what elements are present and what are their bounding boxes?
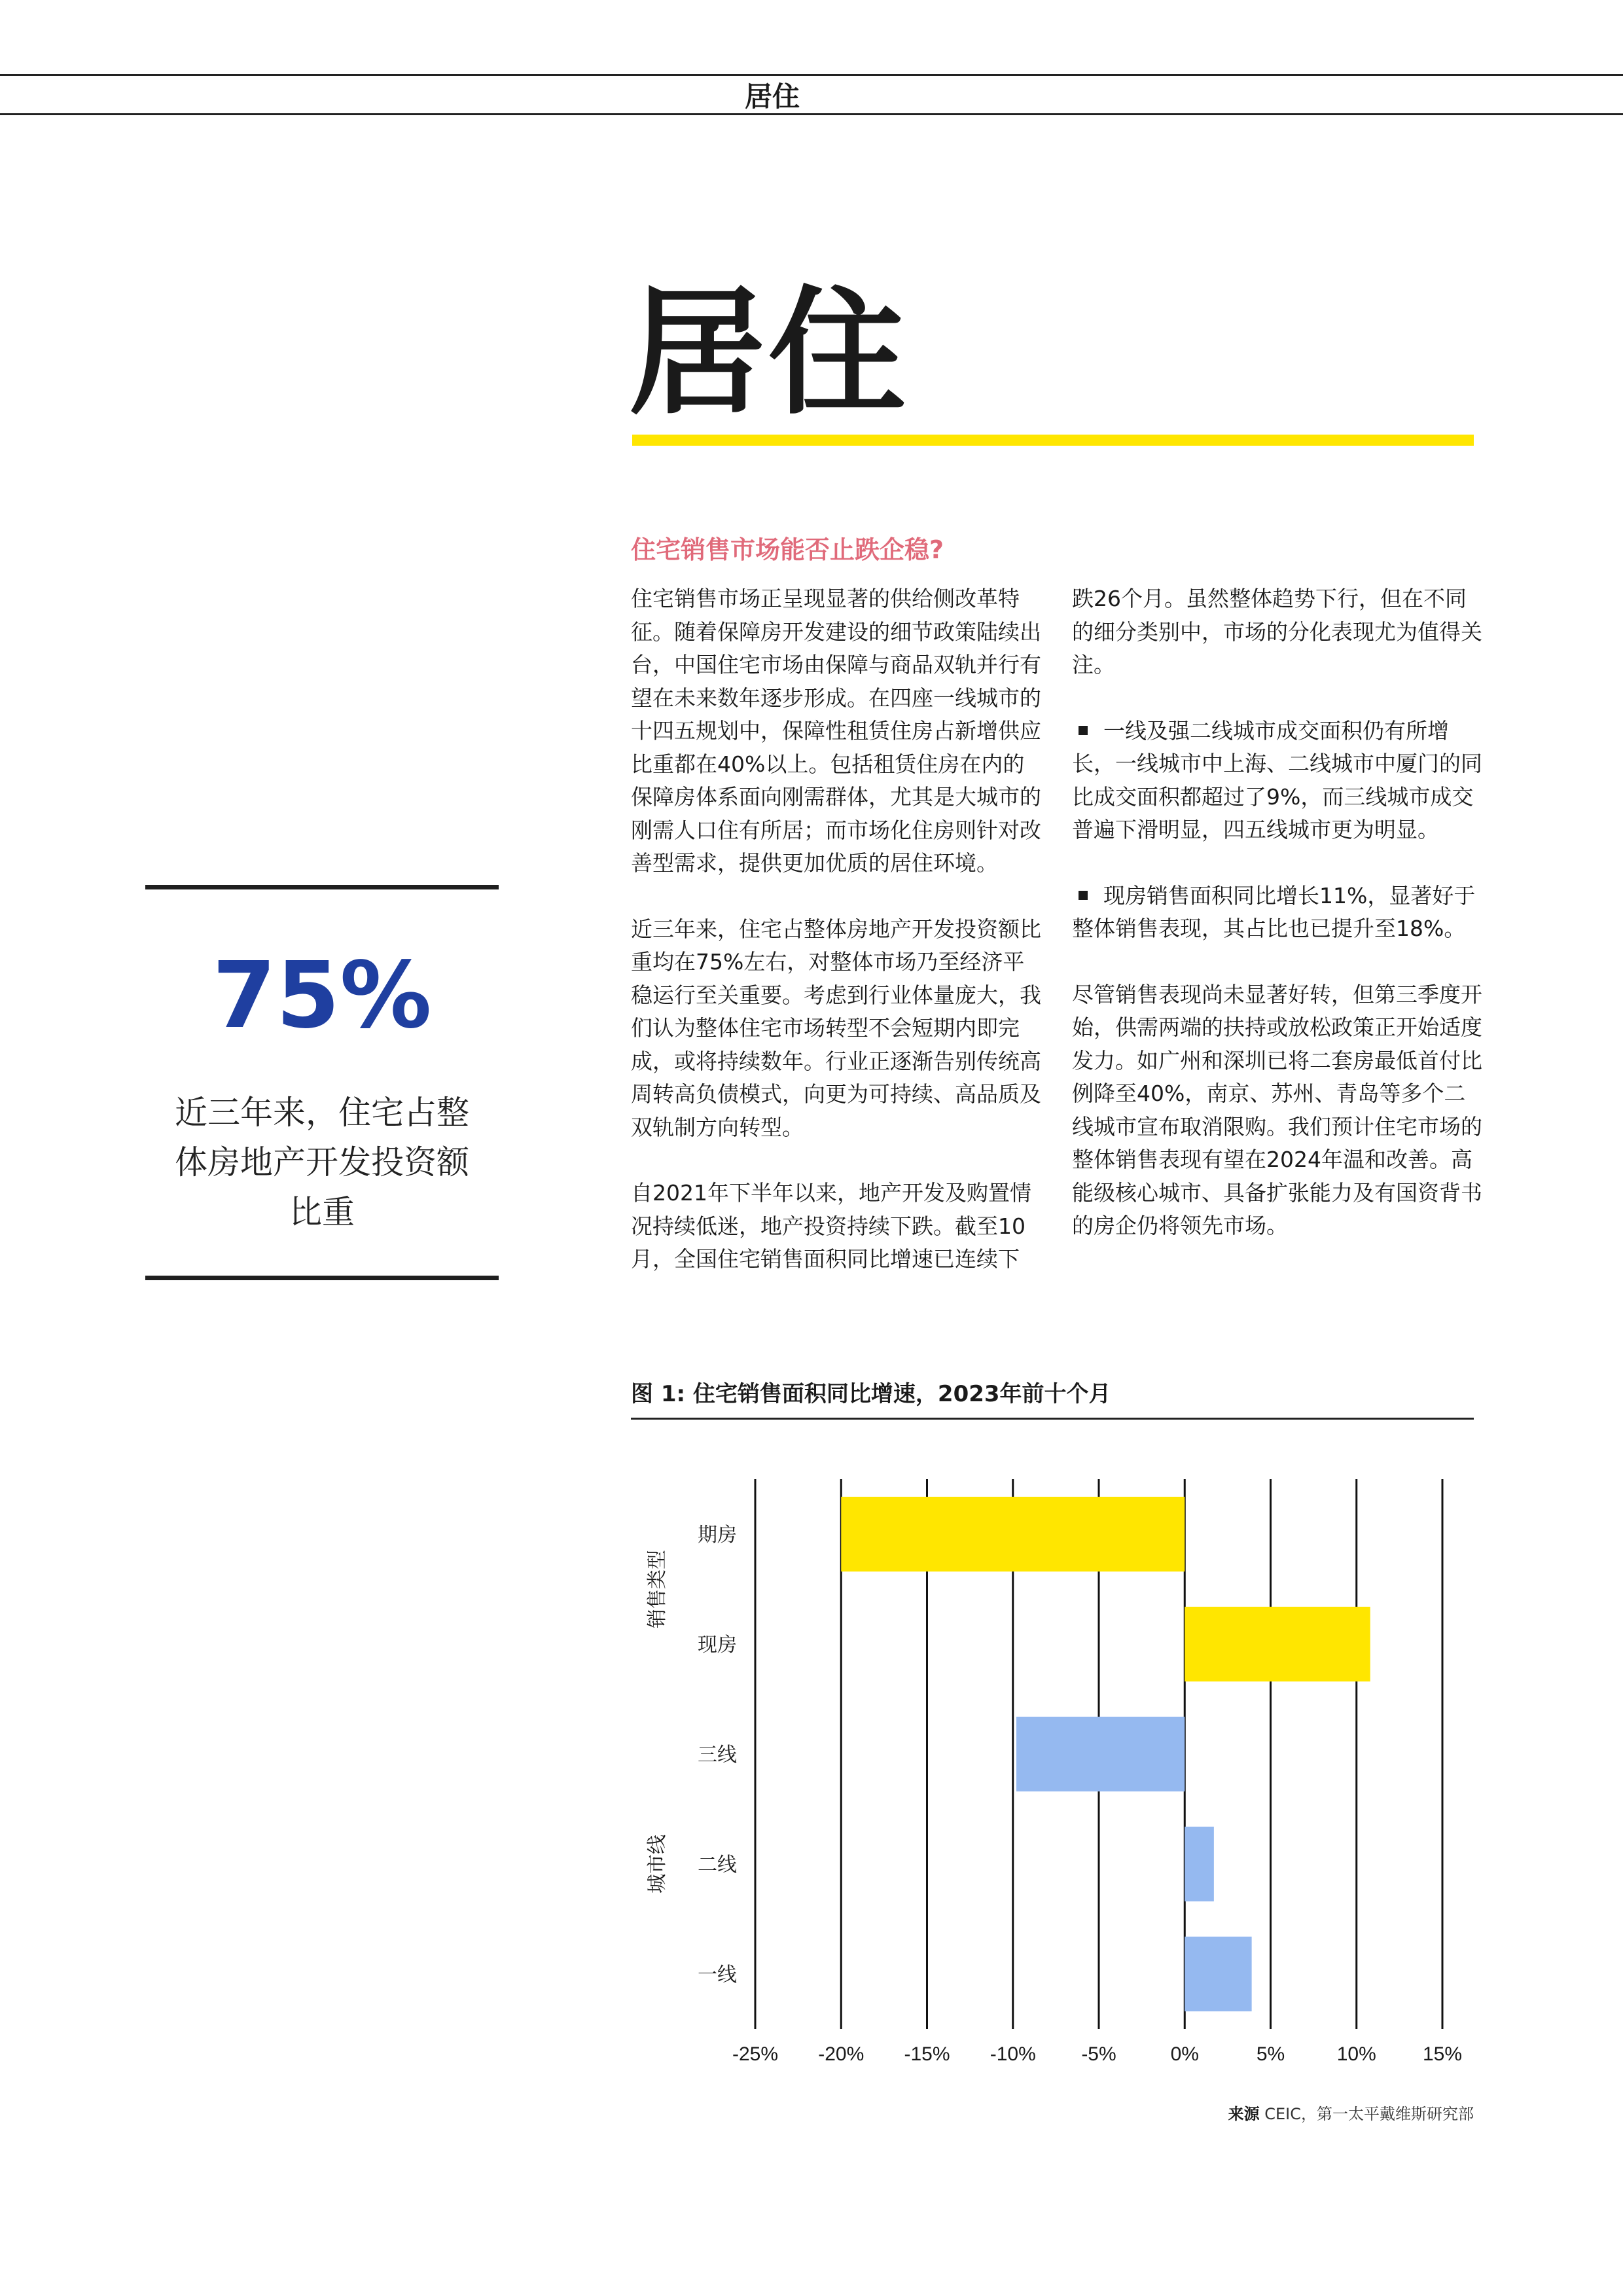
paragraph: 近三年来，住宅占整体房地产开发投资额比重均在75%左右，对整体市场乃至经济平稳运行至关重要。考虑到行业体量庞大，我们认为整体住宅市场转型不会短期内即完成，或将持续数年。行业正逐渐告别传统高周转高负债模式，向更为可持续、高品质及双轨制方向转型。 [631, 916, 1041, 1140]
group-axis-label: 销售类型 [647, 1550, 668, 1628]
figure-title-rule [631, 1418, 1474, 1420]
bullet-item [1072, 880, 1486, 946]
page-title: 居住 [628, 273, 909, 433]
header-rule-bottom [0, 113, 1623, 115]
category-label: 二线 [698, 1854, 737, 1876]
source-text: CEIC，第一太平戴维斯研究部 [1264, 2105, 1474, 2123]
bullet-text: 现房销售面积同比增长11%，显著好于整体销售表现，其占比也已提升至18%。 [1072, 882, 1476, 941]
paragraph: 住宅销售市场正呈现显著的供给侧改革特征。随着保障房开发建设的细节政策陆续出台，中国住宅市场由保障与商品双轨并行有望在未来数年逐步形成。在四座一线城市的十四五规划中，保障性租赁住房占新增供应比重都在40%以上。包括租赁住房在内的保障房体系面向刚需群体，尤其是大城市的刚需人口住有所居；而市场化住房则针对改善型需求，提供更加优质的居住环境。 [631, 586, 1041, 876]
category-label: 三线 [698, 1744, 737, 1766]
running-header: 居住 [744, 81, 800, 113]
category-label: 现房 [698, 1634, 737, 1656]
bullet-text: 一线及强二线城市成交面积仍有所增长，一线城市中上海、二线城市中厦门的同比成交面积都超过了9%，而三线城市成交普遍下滑明显，四五线城市更为明显。 [1072, 717, 1482, 842]
header-rule-top [0, 74, 1623, 76]
stat-rule-top [145, 885, 499, 889]
chart-labels [647, 1524, 1462, 2065]
x-tick-label: 15% [1422, 2043, 1463, 2065]
x-tick-label: -5% [1081, 2043, 1116, 2065]
chart-bars [841, 1497, 1370, 2011]
title-underline [632, 435, 1474, 446]
bar-chart [631, 1440, 1482, 2094]
bar-1 [841, 1497, 1185, 1571]
stat-caption: 近三年来，住宅占整体房地产开发投资额比重 [175, 1094, 469, 1231]
stat-value: 75% [212, 942, 432, 1049]
section-heading: 住宅销售市场能否止跌企稳? [631, 535, 944, 564]
bar-3 [1016, 1717, 1185, 1791]
bullet-item [1072, 715, 1486, 847]
category-label: 一线 [698, 1964, 737, 1986]
paragraph: 自2021年下半年以来，地产开发及购置情况持续低迷，地产投资持续下跌。截至10月，全国住宅销售面积同比增速已连续下 [631, 1180, 1031, 1272]
key-stat-callout [145, 885, 499, 1280]
x-tick-label: -10% [990, 2043, 1036, 2065]
bullet-icon [1079, 891, 1088, 900]
x-tick-label: -25% [732, 2043, 779, 2065]
source-note [1047, 2101, 1474, 2127]
category-label: 期房 [698, 1524, 737, 1546]
figure-title: 图 1: 住宅销售面积同比增速，2023年前十个月 [631, 1381, 1111, 1407]
x-tick-label: -20% [818, 2043, 865, 2065]
bar-2 [1185, 1607, 1370, 1681]
group-axis-label: 城市线 [647, 1835, 668, 1893]
body-column-left [631, 583, 1044, 1309]
paragraph: 尽管销售表现尚未显著好转，但第三季度开始，供需两端的扶持或放松政策正开始适度发力。如广州和深圳已将二套房最低首付比例降至40%，南京、苏州、青岛等多个二线城市宣布取消限购。我们预计住宅市场的整体销售表现有望在2024年温和改善。高能级核心城市、具备扩张能力及有国资背书的房企仍将领先市场。 [1072, 981, 1482, 1238]
bullet-icon [1079, 726, 1088, 735]
source-label: 来源 [1228, 2105, 1260, 2123]
body-column-right [1072, 583, 1486, 1276]
x-tick-label: 10% [1336, 2043, 1376, 2065]
bar-5 [1185, 1937, 1251, 2011]
bar-4 [1185, 1827, 1214, 1901]
stat-rule-bottom [145, 1276, 499, 1280]
paragraph: 跌26个月。虽然整体趋势下行，但在不同的细分类别中，市场的分化表现尤为值得关注。 [1072, 586, 1482, 677]
x-tick-label: 5% [1256, 2043, 1285, 2065]
x-tick-label: -15% [904, 2043, 950, 2065]
x-tick-label: 0% [1170, 2043, 1199, 2065]
